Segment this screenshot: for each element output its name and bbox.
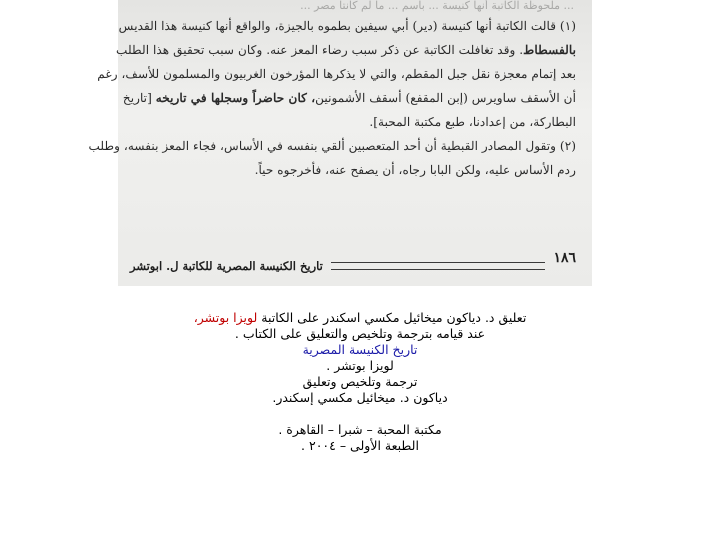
book-publisher: مكتبة المحبة – شبرا – القاهرة .: [278, 422, 442, 437]
running-footer: [130, 246, 576, 273]
footer-rule: [331, 262, 546, 270]
footnote-text: . وقد تغافلت الكاتبة عن ذكر سبب رضاء المعز عنه. وكان سبب تحقيق هذا الطلب: [116, 43, 524, 57]
caption-line-2: عند قيامه بترجمة وتلخيص والتعليق على الكتاب .: [234, 326, 486, 341]
caption-block: [80, 310, 640, 454]
footnote-text: ردم الأساس عليه، ولكن البابا رجاه، أن يصفح عنه، فأخرجوه حياً.: [254, 163, 576, 177]
book-title: تاريخ الكنيسة المصرية: [302, 342, 418, 357]
footnote-text: (١) قالت الكاتبة أنها كنيسة (دير) أبي سيفين بطموه بالجيزة، والواقع أنها كنيسة هذا القديس: [118, 19, 576, 33]
scanned-book-page: [88, 0, 592, 286]
footnote-line: [122, 86, 576, 110]
footnote-line: [132, 158, 576, 182]
book-role: ترجمة وتلخيص وتعليق: [302, 374, 418, 389]
footnote-line: [88, 134, 576, 158]
page-number: ١٨٦: [553, 250, 576, 266]
footnote-text: [تاريخ: [122, 91, 156, 105]
footnote-line: [118, 14, 576, 38]
faded-top-text: ... ملحوظة الكاتبة أنها كنيسة ... بأسم ... ما لم كانتا مصر ...: [300, 0, 574, 12]
footnote-line: [116, 38, 576, 62]
footnote-text: البطاركة، من إعدادنا، طبع مكتبة المحبة].: [369, 115, 576, 129]
book-translator: دياكون د. ميخائيل مكسي إسكندر.: [272, 390, 448, 405]
footnote-text: ، كان حاضراً وسجلها في تاريخه: [155, 91, 316, 105]
footnote-text: أن الأسقف ساويرس (إبن المقفع) أسقف الأشمونين: [315, 91, 576, 105]
running-title: تاريخ الكنيسة المصرية للكاتبة ل. ابوتشر: [130, 259, 323, 273]
spacer: [80, 406, 640, 422]
caption-line-1: [80, 310, 640, 326]
footnote-line: [132, 110, 576, 134]
footnote-text: (٢) وتقول المصادر القبطية أن أحد المتعصبين ألقي بنفسه في الأساس، فجاء المعز بنفسه، وطلب: [88, 139, 576, 153]
caption-author-name: لويزا بوتشر،: [193, 310, 258, 325]
book-edition: الطبعة الأولى – ٢٠٠٤ .: [301, 438, 419, 453]
footnotes: [88, 14, 576, 182]
caption-commentary: تعليق د. دياكون ميخائيل مكسي اسكندر على الكاتبة: [257, 310, 527, 325]
book-author: لويزا بوتشر .: [326, 358, 394, 373]
footnote-text: بعد إتمام معجزة نقل جبل المقطم، والتي لا يذكرها المؤرخون الغربيون والمسلمون للأسف، رغم: [97, 67, 576, 81]
footnote-text: بالفسطاط: [523, 43, 576, 57]
footnote-line: [97, 62, 576, 86]
